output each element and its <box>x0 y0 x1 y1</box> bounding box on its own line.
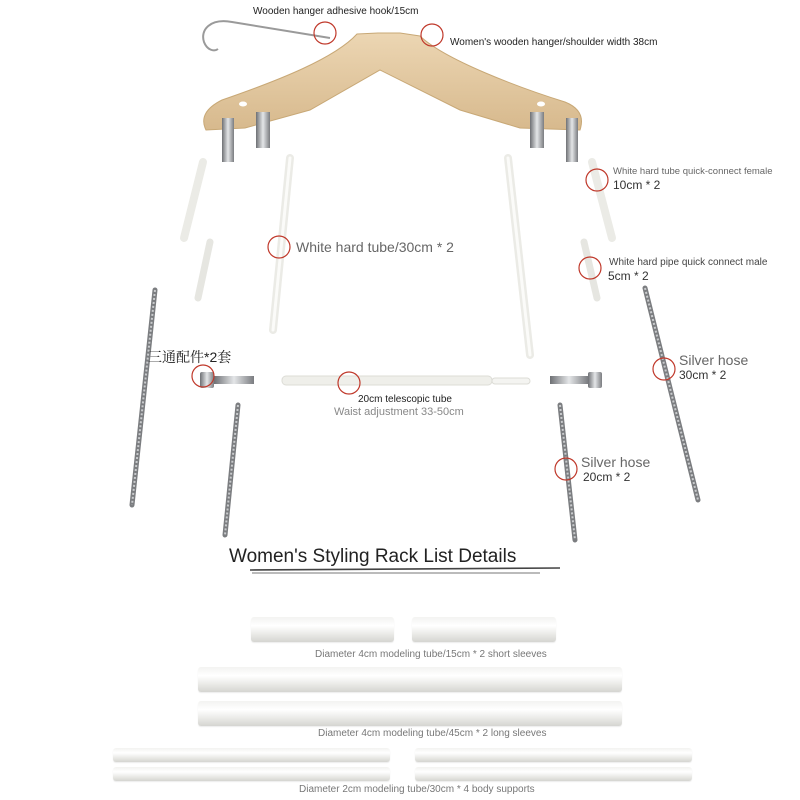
body-support-tube-3 <box>113 767 390 781</box>
tee-fitting-right <box>550 372 602 388</box>
hose30-title-label: Silver hose <box>679 352 749 368</box>
hard-tube-label: White hard tube/30cm * 2 <box>296 239 454 255</box>
telescopic-label: 20cm telescopic tube <box>358 394 452 405</box>
hose20-title-label: Silver hose <box>581 454 651 470</box>
male-title-label: White hard pipe quick connect male <box>609 257 768 268</box>
waist-label: Waist adjustment 33-50cm <box>334 406 464 418</box>
hook-icon <box>203 21 330 50</box>
marker-hook <box>314 22 336 44</box>
body-support-tube-2 <box>415 748 692 762</box>
hose30-qty-label: 30cm * 2 <box>679 368 727 382</box>
long-sleeve-tube-2 <box>198 701 622 726</box>
body-supports-label: Diameter 2cm modeling tube/30cm * 4 body supports <box>299 784 535 795</box>
body-support-tube-1 <box>113 748 390 762</box>
marker-hanger <box>421 24 443 46</box>
tee-label: 三通配件*2套 <box>148 349 232 365</box>
long-sleeve-tube-1 <box>198 667 622 692</box>
list-title: Women's Styling Rack List Details <box>229 546 517 567</box>
hook-label: Wooden hanger adhesive hook/15cm <box>253 6 419 17</box>
female-title-label: White hard tube quick-connect female <box>613 166 773 177</box>
female-qty-label: 10cm * 2 <box>613 178 661 192</box>
wooden-hanger <box>204 33 582 162</box>
long-sleeves-label: Diameter 4cm modeling tube/45cm * 2 long sleeves <box>318 728 547 739</box>
hanger-label: Women's wooden hanger/shoulder width 38cm <box>450 37 658 48</box>
short-sleeve-tube-2 <box>412 617 556 642</box>
hose20-qty-label: 20cm * 2 <box>583 470 631 484</box>
short-sleeve-tube-1 <box>251 617 394 642</box>
male-qty-label: 5cm * 2 <box>608 269 649 283</box>
short-sleeves-label: Diameter 4cm modeling tube/15cm * 2 short sleeves <box>315 649 547 660</box>
body-support-tube-4 <box>415 767 692 781</box>
